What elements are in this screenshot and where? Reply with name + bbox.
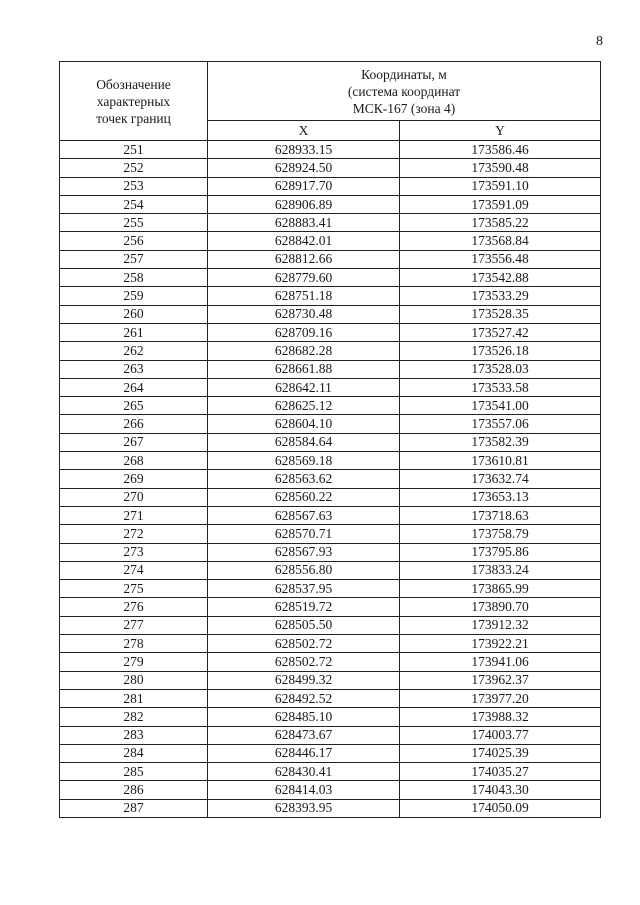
point-id-cell: 256: [60, 232, 208, 250]
x-coordinate-cell: 628584.64: [208, 433, 400, 451]
point-id-cell: 277: [60, 616, 208, 634]
point-id-cell: 267: [60, 433, 208, 451]
table-row: [60, 598, 601, 616]
x-coordinate-cell: 628473.67: [208, 726, 400, 744]
point-designation-header: [60, 62, 208, 141]
y-coordinate-cell: 173528.35: [400, 305, 601, 323]
point-id-cell: 258: [60, 269, 208, 287]
point-id-cell: 271: [60, 506, 208, 524]
coordinates-header: [208, 62, 601, 121]
y-coordinate-cell: 174050.09: [400, 799, 601, 817]
table-row: [60, 763, 601, 781]
y-coordinate-cell: 173541.00: [400, 397, 601, 415]
table-row: [60, 744, 601, 762]
x-coordinate-cell: 628414.03: [208, 781, 400, 799]
y-coordinate-cell: 173833.24: [400, 561, 601, 579]
x-coordinate-cell: 628661.88: [208, 360, 400, 378]
table-row: [60, 232, 601, 250]
x-coordinate-cell: 628569.18: [208, 452, 400, 470]
y-coordinate-cell: 173556.48: [400, 250, 601, 268]
table-row: [60, 580, 601, 598]
y-coordinate-cell: 174043.30: [400, 781, 601, 799]
x-coordinate-cell: 628883.41: [208, 214, 400, 232]
y-column-header: Y: [400, 121, 601, 141]
table-row: [60, 397, 601, 415]
y-coordinate-cell: 173988.32: [400, 708, 601, 726]
table-row: [60, 470, 601, 488]
table-row: [60, 781, 601, 799]
x-column-header: X: [208, 121, 400, 141]
y-coordinate-cell: 173941.06: [400, 653, 601, 671]
x-coordinate-cell: 628730.48: [208, 305, 400, 323]
table-row: [60, 543, 601, 561]
x-coordinate-cell: 628485.10: [208, 708, 400, 726]
table-row: [60, 616, 601, 634]
point-id-cell: 264: [60, 378, 208, 396]
y-coordinate-cell: 174035.27: [400, 763, 601, 781]
x-coordinate-cell: 628625.12: [208, 397, 400, 415]
point-id-cell: 272: [60, 525, 208, 543]
table-row: [60, 323, 601, 341]
point-id-cell: 283: [60, 726, 208, 744]
y-coordinate-cell: 173586.46: [400, 141, 601, 159]
x-coordinate-cell: 628502.72: [208, 653, 400, 671]
table-row: [60, 360, 601, 378]
y-coordinate-cell: 173582.39: [400, 433, 601, 451]
point-id-cell: 268: [60, 452, 208, 470]
point-id-cell: 276: [60, 598, 208, 616]
x-coordinate-cell: 628906.89: [208, 195, 400, 213]
table-row: [60, 250, 601, 268]
header-line: характерных: [96, 93, 171, 109]
table-row: [60, 671, 601, 689]
y-coordinate-cell: 173542.88: [400, 269, 601, 287]
y-coordinate-cell: 173912.32: [400, 616, 601, 634]
point-id-cell: 281: [60, 689, 208, 707]
table-row: [60, 287, 601, 305]
point-id-cell: 275: [60, 580, 208, 598]
y-coordinate-cell: 173528.03: [400, 360, 601, 378]
table-row: [60, 378, 601, 396]
header-line: МСК-167 (зона 4): [352, 100, 456, 116]
y-coordinate-cell: 173533.58: [400, 378, 601, 396]
x-coordinate-cell: 628682.28: [208, 342, 400, 360]
y-coordinate-cell: 173758.79: [400, 525, 601, 543]
table-row: [60, 141, 601, 159]
page-number: 8: [596, 34, 603, 49]
y-coordinate-cell: 174003.77: [400, 726, 601, 744]
table-row: [60, 269, 601, 287]
y-coordinate-cell: 173591.09: [400, 195, 601, 213]
x-coordinate-cell: 628556.80: [208, 561, 400, 579]
x-coordinate-cell: 628709.16: [208, 323, 400, 341]
table-row: [60, 525, 601, 543]
x-coordinate-cell: 628560.22: [208, 488, 400, 506]
y-coordinate-cell: 173568.84: [400, 232, 601, 250]
x-coordinate-cell: 628505.50: [208, 616, 400, 634]
x-coordinate-cell: 628537.95: [208, 580, 400, 598]
y-coordinate-cell: 173795.86: [400, 543, 601, 561]
y-coordinate-cell: 173890.70: [400, 598, 601, 616]
table-row: [60, 433, 601, 451]
y-coordinate-cell: 173590.48: [400, 159, 601, 177]
point-id-cell: 273: [60, 543, 208, 561]
y-coordinate-cell: 173557.06: [400, 415, 601, 433]
x-coordinate-cell: 628917.70: [208, 177, 400, 195]
point-id-cell: 261: [60, 323, 208, 341]
x-coordinate-cell: 628499.32: [208, 671, 400, 689]
y-coordinate-cell: 173922.21: [400, 635, 601, 653]
point-id-cell: 280: [60, 671, 208, 689]
y-coordinate-cell: 173533.29: [400, 287, 601, 305]
x-coordinate-cell: 628570.71: [208, 525, 400, 543]
y-coordinate-cell: 173962.37: [400, 671, 601, 689]
table-row: [60, 195, 601, 213]
point-id-cell: 274: [60, 561, 208, 579]
point-id-cell: 287: [60, 799, 208, 817]
x-coordinate-cell: 628604.10: [208, 415, 400, 433]
table-row: [60, 653, 601, 671]
x-coordinate-cell: 628446.17: [208, 744, 400, 762]
x-coordinate-cell: 628567.63: [208, 506, 400, 524]
x-coordinate-cell: 628393.95: [208, 799, 400, 817]
point-id-cell: 266: [60, 415, 208, 433]
x-coordinate-cell: 628842.01: [208, 232, 400, 250]
x-coordinate-cell: 628519.72: [208, 598, 400, 616]
coordinates-table: [59, 61, 601, 818]
point-id-cell: 262: [60, 342, 208, 360]
y-coordinate-cell: 173591.10: [400, 177, 601, 195]
table-row: [60, 415, 601, 433]
point-id-cell: 255: [60, 214, 208, 232]
x-coordinate-cell: 628751.18: [208, 287, 400, 305]
x-coordinate-cell: 628642.11: [208, 378, 400, 396]
header-line: (система координат: [347, 83, 461, 99]
x-coordinate-cell: 628812.66: [208, 250, 400, 268]
table-row: [60, 214, 601, 232]
point-id-cell: 253: [60, 177, 208, 195]
x-coordinate-cell: 628933.15: [208, 141, 400, 159]
table-body: [60, 141, 601, 818]
table-row: [60, 506, 601, 524]
y-coordinate-cell: 173527.42: [400, 323, 601, 341]
point-id-cell: 285: [60, 763, 208, 781]
point-id-cell: 286: [60, 781, 208, 799]
y-coordinate-cell: 173718.63: [400, 506, 601, 524]
table-header-row: [60, 62, 601, 121]
point-id-cell: 263: [60, 360, 208, 378]
table-row: [60, 561, 601, 579]
point-id-cell: 279: [60, 653, 208, 671]
y-coordinate-cell: 173865.99: [400, 580, 601, 598]
header-line: Координаты, м: [361, 66, 447, 82]
y-coordinate-cell: 173585.22: [400, 214, 601, 232]
table-row: [60, 342, 601, 360]
x-coordinate-cell: 628430.41: [208, 763, 400, 781]
table-row: [60, 799, 601, 817]
table-row: [60, 635, 601, 653]
x-coordinate-cell: 628924.50: [208, 159, 400, 177]
point-id-cell: 282: [60, 708, 208, 726]
x-coordinate-cell: 628779.60: [208, 269, 400, 287]
table-row: [60, 305, 601, 323]
point-id-cell: 284: [60, 744, 208, 762]
x-coordinate-cell: 628563.62: [208, 470, 400, 488]
y-coordinate-cell: 173653.13: [400, 488, 601, 506]
point-id-cell: 252: [60, 159, 208, 177]
table-row: [60, 726, 601, 744]
table-row: [60, 488, 601, 506]
header-line: точек границ: [96, 110, 171, 126]
point-id-cell: 251: [60, 141, 208, 159]
point-id-cell: 254: [60, 195, 208, 213]
x-coordinate-cell: 628492.52: [208, 689, 400, 707]
x-coordinate-cell: 628502.72: [208, 635, 400, 653]
y-coordinate-cell: 174025.39: [400, 744, 601, 762]
point-id-cell: 257: [60, 250, 208, 268]
x-coordinate-cell: 628567.93: [208, 543, 400, 561]
header-line: Обозначение: [96, 76, 171, 92]
point-id-cell: 269: [60, 470, 208, 488]
table-row: [60, 708, 601, 726]
point-id-cell: 259: [60, 287, 208, 305]
point-id-cell: 260: [60, 305, 208, 323]
table-row: [60, 177, 601, 195]
point-id-cell: 265: [60, 397, 208, 415]
y-coordinate-cell: 173526.18: [400, 342, 601, 360]
y-coordinate-cell: 173610.81: [400, 452, 601, 470]
y-coordinate-cell: 173977.20: [400, 689, 601, 707]
y-coordinate-cell: 173632.74: [400, 470, 601, 488]
table-row: [60, 689, 601, 707]
table-row: [60, 159, 601, 177]
table-row: [60, 452, 601, 470]
point-id-cell: 270: [60, 488, 208, 506]
point-id-cell: 278: [60, 635, 208, 653]
